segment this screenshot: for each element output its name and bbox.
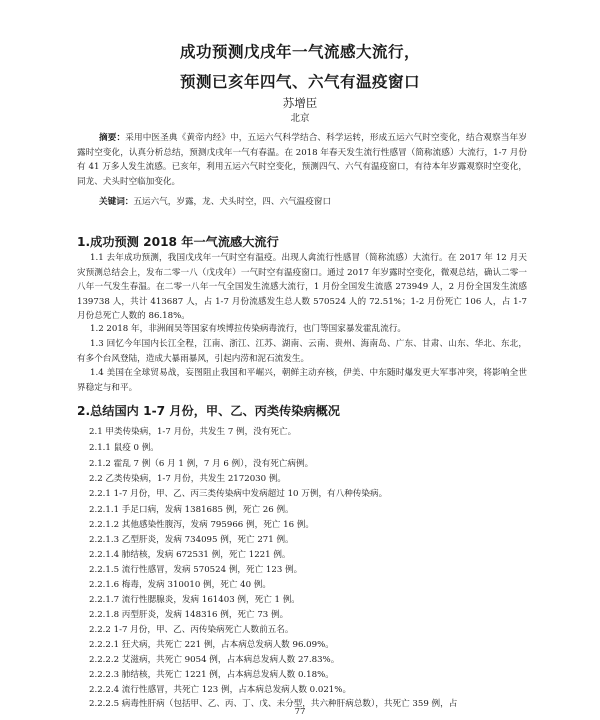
list-item: 2.2.2.5 病毒性肝病（包括甲、乙、丙、丁、戊、未分型，共六种肝病总数），共死亡 359 例，占 — [89, 699, 458, 709]
keywords — [77, 195, 527, 210]
section-1-heading: 1.成功预测 2018 年一气流感大流行 — [77, 235, 279, 249]
section-1-paragraph-3: 1.3 回忆今年国内长江全程，江南、浙江、江苏、湖南、云南、贵州、海南岛、广东、甘肃、山东、华北、东北，有多个台风登陆，造成大暴雨暴风，引起内涝和泥石流发生。 — [77, 339, 527, 364]
list-item: 2.2.2 1-7 月份，甲、乙、丙传染病死亡人数前五名。 — [89, 625, 294, 635]
keywords-text: 五运六气，岁露，龙、犬头时空，四、六气温疫窗口 — [133, 197, 332, 207]
list-item: 2.2.2.2 艾滋病，共死亡 9054 例，占本病总发病人数 27.83%。 — [89, 655, 340, 665]
list-item: 2.2.1.8 丙型肝炎，发病 148316 例，死亡 73 例。 — [89, 610, 289, 620]
section-2-heading: 2.总结国内 1-7 月份，甲、乙、丙类传染病概况 — [77, 404, 340, 418]
page-number: 77 — [294, 707, 306, 717]
list-item: 2.1 甲类传染病，1-7 月份，共发生 7 例，没有死亡。 — [89, 427, 297, 437]
abstract — [77, 131, 527, 189]
section-1-paragraph-4: 1.4 美国在全球贸易战，妄图阻止我国和平崛兴，朝鲜主动弃核，伊美、中东随时爆发更大军事冲突，将影响全世界稳定与和平。 — [77, 368, 527, 393]
list-item: 2.2 乙类传染病，1-7 月份，共发生 2172030 例。 — [89, 474, 287, 484]
list-item: 2.2.1.7 流行性腮腺炎，发病 161403 例，死亡 1 例。 — [89, 595, 300, 605]
section-1-paragraph-2: 1.2 2018 年，非洲闹吴等国家有埃博拉传染病毒流行，也门等国家暴发霍乱流行。 — [90, 324, 407, 334]
author-affiliation: 北京 — [290, 113, 310, 124]
list-item: 2.2.1.4 肺结核，发病 672531 例，死亡 1221 例。 — [89, 550, 291, 560]
abstract-text: 采用中医圣典《黄帝内经》中，五运六气科学结合、科学运转，形成五运六气时空变化，结合观察当年岁露时空变化，认真分析总结，预测戊戌年一气有春温。在 2018 年春天发生流行性感冒（简称流感）大流行，1-7 月份有 41 万多人发生流感。已亥年，利用五运六气时空变化，预测四气、六气有温疫窗口，有待本年岁露观察时空变化，同龙、犬头时空临加变化。 — [77, 133, 527, 187]
title-line-1: 成功预测戊戌年一气流感大流行， — [179, 43, 420, 61]
section-1-paragraph-1: 1.1 去年成功预测，我国戊戌年一气时空有温疫。出现人禽流行性感冒（简称流感）大流行。在 2017 年 12 月天灾预测总结会上，发布二零一八（戊戌年）一气时空有温疫窗口。通过 2017 年岁露时空变化，微观总结，确认二零一八年一气发生春温。在二零一八年一气全国发生流感大流行，1 月份全国发生流感 273949 人，2 月份全国发生流感 139738 人，共计 413687 人，占 1-7 月份流感发生总人数 570524 人的 72.51%；1-2 月份死亡 106 人，占 1-7 月份总死亡人数的 86.18%。 — [77, 253, 527, 322]
list-item: 2.2.2.4 流行性感冒，共死亡 123 例，占本病总发病人数 0.021%。 — [89, 685, 352, 695]
abstract-label: 摘要： — [99, 133, 126, 143]
list-item: 2.2.1.6 梅毒，发病 310010 例，死亡 40 例。 — [89, 580, 271, 590]
list-item: 2.1.2 霍乱 7 例（6 月 1 例，7 月 6 例），没有死亡病例。 — [89, 459, 314, 469]
author-name: 苏增臣 — [282, 96, 318, 110]
list-item: 2.1.1 鼠疫 0 例。 — [89, 443, 159, 453]
list-item: 2.2.2.3 肺结核，共死亡 1221 例，占本病总发病人数 0.18%。 — [89, 670, 334, 680]
title-line-2: 预测已亥年四气、六气有温疫窗口 — [179, 73, 420, 91]
list-item: 2.2.2.1 狂犬病，共死亡 221 例，占本病总发病人数 96.09%。 — [89, 640, 334, 650]
keywords-label: 关键词： — [99, 197, 134, 207]
list-item: 2.2.1.1 手足口病，发病 1381685 例，死亡 26 例。 — [89, 505, 294, 515]
list-item: 2.2.1.3 乙型肝炎，发病 734095 例，死亡 271 例。 — [89, 535, 294, 545]
list-item: 2.2.1.5 流行性感冒，发病 570524 例，死亡 123 例。 — [89, 565, 303, 575]
list-item: 2.2.1.2 其他感染性腹泻，发病 795966 例，死亡 16 例。 — [89, 520, 314, 530]
list-item: 2.2.1 1-7 月份，甲、乙、丙三类传染病中发病超过 10 万例，有八种传染病。 — [89, 489, 388, 499]
